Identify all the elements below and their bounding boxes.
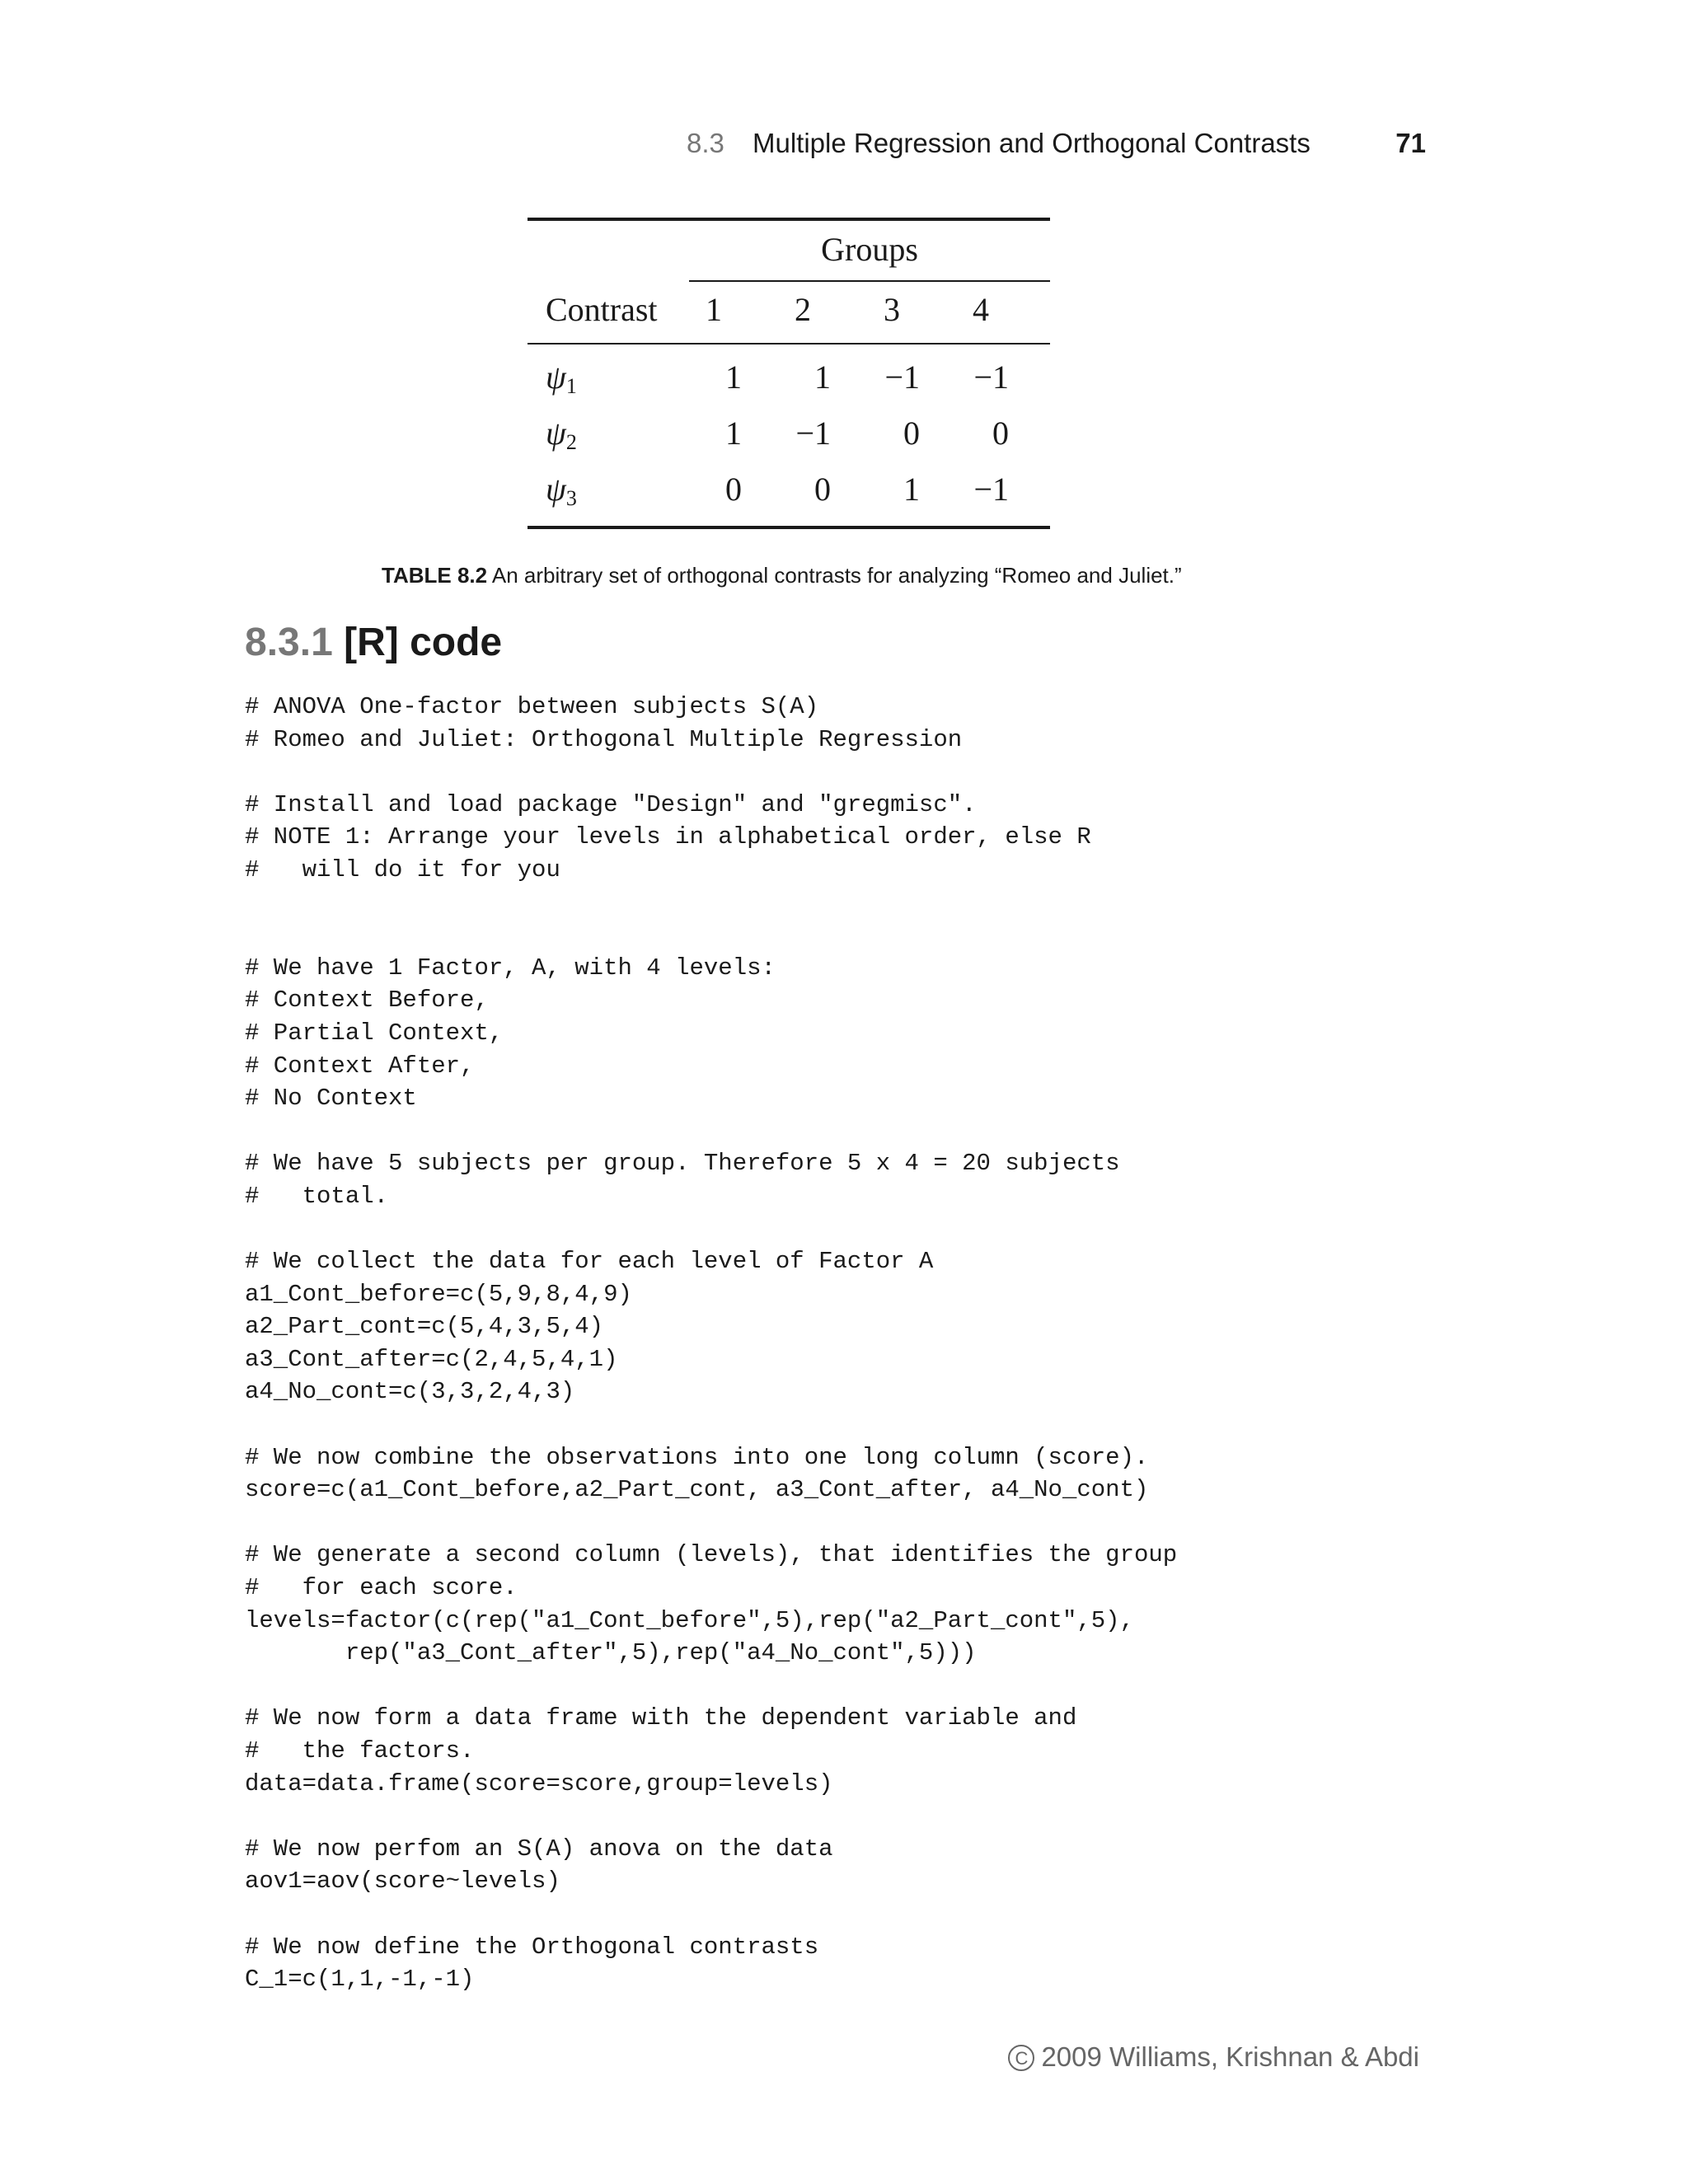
code-line: C_1=c(1,1,-1,-1) <box>245 1966 475 1994</box>
table-row <box>528 465 1050 514</box>
section-title: [R] code <box>344 621 503 664</box>
code-line: # We collect the data for each level of Factor A <box>245 1248 934 1276</box>
section-number: 8.3.1 <box>245 621 333 664</box>
code-line: # No Context <box>245 1085 417 1113</box>
code-line: # Install and load package "Design" and "gregmisc". <box>245 790 977 818</box>
copyright-footer <box>0 2039 1419 2075</box>
caption-label: TABLE 8.2 <box>382 563 488 588</box>
code-line: aov1=aov(score~levels) <box>245 1868 560 1896</box>
group-column-header: 4 <box>973 291 989 328</box>
code-line: a4_No_cont=c(3,3,2,4,3) <box>245 1378 575 1406</box>
contrast-header: Contrast <box>546 291 658 328</box>
table-row <box>528 353 1050 402</box>
code-line: # the factors. <box>245 1737 475 1765</box>
table-cell: 1 <box>725 359 742 396</box>
table-cell: 1 <box>814 359 831 396</box>
code-line: data=data.frame(score=score,group=levels) <box>245 1769 833 1797</box>
code-line <box>245 1213 1177 1246</box>
table-cell: 0 <box>903 415 920 452</box>
code-line: # We now define the Orthogonal contrasts <box>245 1933 819 1961</box>
table-cell: 0 <box>725 471 742 508</box>
code-line: # We have 1 Factor, A, with 4 levels: <box>245 954 776 982</box>
table-cell: 0 <box>992 415 1009 452</box>
table-cell: −1 <box>795 415 831 452</box>
running-header <box>0 125 1426 162</box>
code-line: # Romeo and Juliet: Orthogonal Multiple Regression <box>245 725 963 753</box>
groups-rule <box>689 280 1050 282</box>
code-line: score=c(a1_Cont_before,a2_Part_cont, a3_Cont_after, a4_No_cont) <box>245 1476 1149 1504</box>
code-line: # We generate a second column (levels), that identifies the group <box>245 1541 1178 1569</box>
code-line <box>245 1898 1177 1931</box>
section-heading <box>245 618 502 668</box>
code-line: levels=factor(c(rep("a1_Cont_before",5),rep("a2_Part_cont",5), <box>245 1606 1134 1634</box>
code-listing <box>245 691 1177 1996</box>
table-cell: −1 <box>884 359 920 396</box>
code-line <box>245 1800 1177 1833</box>
code-line: # We now perfom an S(A) anova on the data <box>245 1835 833 1863</box>
code-line: rep("a3_Cont_after",5),rep("a4_No_cont",5))) <box>245 1639 977 1667</box>
table-cell: −1 <box>973 471 1009 508</box>
table-caption <box>382 560 1182 590</box>
table-cell: 0 <box>814 471 831 508</box>
contrast-symbol: $\psi_1$ <box>546 359 577 398</box>
code-line: # for each score. <box>245 1574 518 1602</box>
group-column-header: 2 <box>795 291 811 328</box>
code-line <box>245 1670 1177 1703</box>
table-cell: 1 <box>903 471 920 508</box>
header-section-title: Multiple Regression and Orthogonal Contrasts <box>753 128 1311 158</box>
code-line <box>245 1115 1177 1148</box>
code-line: # Context Before, <box>245 987 489 1015</box>
group-column-header: 3 <box>884 291 900 328</box>
code-line <box>245 887 1177 920</box>
code-line <box>245 756 1177 789</box>
code-line: a1_Cont_before=c(5,9,8,4,9) <box>245 1280 632 1308</box>
code-line: # We now form a data frame with the dependent variable and <box>245 1704 1077 1732</box>
copyright-icon: C <box>1008 2045 1034 2071</box>
contrast-symbol: $\psi_3$ <box>546 471 577 510</box>
table-cell: −1 <box>973 359 1009 396</box>
table-row <box>528 409 1050 458</box>
copyright-text: 2009 Williams, Krishnan & Abdi <box>1041 2041 1419 2072</box>
code-line: # NOTE 1: Arrange your levels in alphabetical order, else R <box>245 823 1091 851</box>
table-top-rule <box>528 218 1050 221</box>
table-bottom-rule <box>528 526 1050 529</box>
code-line: # We have 5 subjects per group. Therefore 5 x 4 = 20 subjects <box>245 1150 1120 1178</box>
code-line: # total. <box>245 1182 389 1210</box>
page-number: 71 <box>1395 128 1426 158</box>
code-line: a2_Part_cont=c(5,4,3,5,4) <box>245 1313 604 1341</box>
code-line: a3_Cont_after=c(2,4,5,4,1) <box>245 1345 618 1373</box>
code-line <box>245 919 1177 952</box>
code-line <box>245 1408 1177 1441</box>
code-line: # will do it for you <box>245 855 560 883</box>
code-line: # Partial Context, <box>245 1019 504 1047</box>
caption-text: An arbitrary set of orthogonal contrasts for analyzing “Romeo and Juliet.” <box>491 563 1182 588</box>
code-line: # We now combine the observations into one long column (score). <box>245 1443 1149 1471</box>
table-header-rule <box>528 343 1050 344</box>
header-section-number: 8.3 <box>687 128 724 158</box>
contrast-symbol: $\psi_2$ <box>546 415 577 454</box>
group-column-header: 1 <box>706 291 722 328</box>
groups-header: Groups <box>821 231 918 268</box>
code-line <box>245 1507 1177 1540</box>
code-line: # ANOVA One-factor between subjects S(A) <box>245 693 819 720</box>
code-line: # Context After, <box>245 1052 475 1080</box>
table-cell: 1 <box>725 415 742 452</box>
